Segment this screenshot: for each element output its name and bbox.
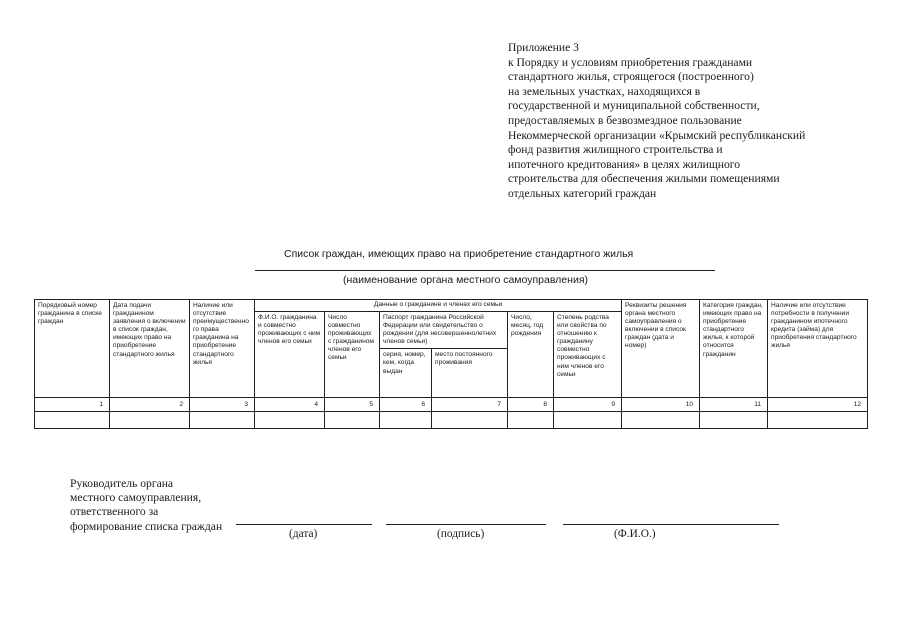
- appendix-header: [508, 41, 888, 202]
- signature-line: [386, 524, 546, 525]
- list-title: Список граждан, имеющих право на приобретение стандартного жилья: [284, 248, 634, 260]
- col-header-preferential-right: Наличие или отсутствие преимущественного права гражданина на приобретение стандартного жилья: [190, 300, 255, 398]
- col-header-kinship: Степень родства или свойства по отношению к гражданину совместно проживающих с ним членов его семьи: [554, 312, 622, 398]
- signatory-line: ответственного за: [70, 505, 159, 519]
- col-header-decision-details: Реквизиты решения органа местного самоуправления о включении в список граждан (дата и номер): [622, 300, 700, 398]
- empty-cell: [190, 412, 255, 429]
- appendix-line: государственной и муниципальной собственности,: [508, 99, 760, 113]
- full-name-caption: (Ф.И.О.): [614, 528, 656, 540]
- appendix-line: строительства для обеспечения жилыми помещениями: [508, 172, 780, 186]
- appendix-line: предоставляемых в безвозмездное пользование: [508, 113, 742, 127]
- col-header-passport-residence: место постоянного проживания: [432, 349, 508, 398]
- appendix-line: отдельных категорий граждан: [508, 186, 657, 200]
- empty-cell: [380, 412, 432, 429]
- appendix-line: на земельных участках, находящихся в: [508, 84, 701, 98]
- date-line: [236, 524, 372, 525]
- column-number: 5: [325, 398, 380, 412]
- col-header-sequence-number: Порядковый номер гражданина в списке граждан: [35, 300, 110, 398]
- signature-caption: (подпись): [437, 528, 485, 540]
- column-number: 4: [255, 398, 325, 412]
- col-header-full-name: Ф.И.О. гражданина и совместно проживающих с ним членов его семьи: [255, 312, 325, 398]
- empty-cell: [35, 412, 110, 429]
- column-number: 1: [35, 398, 110, 412]
- col-header-passport: Паспорт гражданина Российской Федерации или свидетельство о рождении (для несовершеннолетних членов семьи): [380, 312, 508, 349]
- appendix-line: ипотечного кредитования» в целях жилищного: [508, 157, 741, 171]
- empty-cell: [508, 412, 554, 429]
- col-group-citizen-family-data: Данные о гражданине и членах его семьи: [255, 300, 622, 312]
- column-number: 2: [110, 398, 190, 412]
- empty-cell: [255, 412, 325, 429]
- org-name-caption: (наименование органа местного самоуправления): [343, 274, 588, 286]
- appendix-line: Приложение 3: [508, 41, 579, 54]
- empty-cell: [110, 412, 190, 429]
- appendix-line: фонд развития жилищного строительства и: [508, 143, 723, 157]
- appendix-line: к Порядку и условиям приобретения гражданами: [508, 55, 753, 69]
- empty-cell: [622, 412, 700, 429]
- col-header-mortgage-need: Наличие или отсутствие потребности в получении гражданином ипотечного кредита (займа) для приобретения стандартного жилья: [768, 300, 868, 398]
- column-number: 9: [554, 398, 622, 412]
- empty-cell: [325, 412, 380, 429]
- full-name-line: [563, 524, 779, 525]
- column-number: 3: [190, 398, 255, 412]
- signatory-line: Руководитель органа: [70, 477, 174, 490]
- signatory-line: местного самоуправления,: [70, 491, 202, 505]
- citizens-register-table: [34, 299, 868, 429]
- org-name-line: [255, 270, 715, 271]
- empty-cell: [432, 412, 508, 429]
- empty-cell: [768, 412, 868, 429]
- appendix-line: Некоммерческой организации «Крымский республиканский: [508, 128, 806, 142]
- column-number: 12: [768, 398, 868, 412]
- column-number: 6: [380, 398, 432, 412]
- col-header-family-count: Число совместно проживающих с гражданином членов его семьи: [325, 312, 380, 398]
- col-header-application-date: Дата подачи гражданином заявления о включении в список граждан, имеющих право на приобретение стандартного жилья: [110, 300, 190, 398]
- column-number: 8: [508, 398, 554, 412]
- col-header-citizen-category: Категория граждан, имеющих право на приобретение стандартного жилья, к которой относится гражданин: [700, 300, 768, 398]
- column-number: 7: [432, 398, 508, 412]
- col-header-passport-series: серия, номер, кем, когда выдан: [380, 349, 432, 398]
- empty-cell: [700, 412, 768, 429]
- signatory-block: [70, 477, 222, 534]
- col-header-birth-date: Число, месяц, год рождения: [508, 312, 554, 398]
- appendix-line: стандартного жилья, строящегося (построенного): [508, 70, 754, 84]
- empty-cell: [554, 412, 622, 429]
- column-number: 11: [700, 398, 768, 412]
- column-number: 10: [622, 398, 700, 412]
- signatory-line: формирование списка граждан: [70, 519, 223, 533]
- date-caption: (дата): [289, 528, 318, 540]
